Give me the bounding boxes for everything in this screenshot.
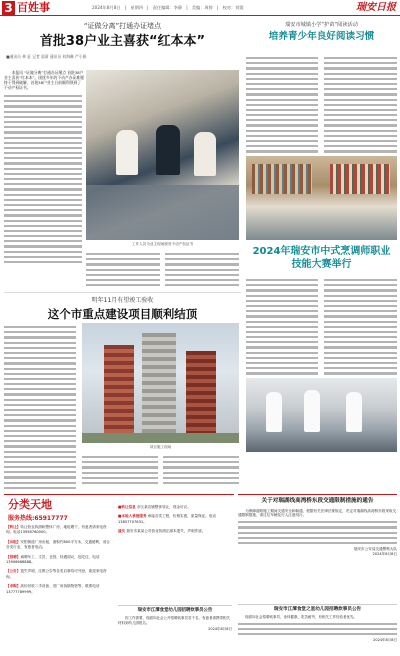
story2-kicker: 瑞安市城镇小学“护苗”阅读活动 [285, 22, 358, 28]
story-certificate [4, 20, 241, 286]
story2-body-col2 [324, 54, 397, 154]
story-headline: 首批38户业主喜获“红本本” [39, 34, 206, 50]
page-number-badge: 3 [2, 1, 15, 15]
notice2-title: 瑞安市江潭食堂幼儿园招聘炊事员公告 [137, 608, 213, 613]
proofreader-credit: 校对：刘霞 [222, 5, 244, 10]
story-kicker: “证做分离”打通办证堵点 [83, 22, 162, 30]
story2-headline: 培养青少年良好阅读习惯 [268, 31, 375, 43]
story2-photo-library [246, 156, 397, 240]
photo-figure [156, 125, 180, 175]
notice1-date: 2024年8月8日 [372, 552, 397, 557]
story-body-col2 [86, 250, 160, 284]
notice1-body: 为保障道路施工期间交通安全和畅通，根据有关法律法规规定，决定对瑞湖线高湾桥东段采取交通限制措施，请过往车辆及行人注意绕行。 [238, 508, 397, 518]
classified-item: 【公告】遗失声明、注销公告等各类启事均可刊登，欢迎来电咨询。 [6, 569, 107, 579]
story-photo-caption: 工作人员为业主现场颁发不动产权证书 [131, 242, 194, 246]
story3-body-col2 [324, 276, 397, 376]
notice3-more [238, 623, 397, 636]
designer-credit: 美编：周胖 [191, 5, 213, 10]
story3-photo-kitchen [246, 378, 397, 452]
classified-section [4, 494, 234, 652]
notice-kindergarten-1 [118, 605, 232, 632]
photo-bookshelf [252, 164, 312, 194]
photo-figure [116, 130, 138, 175]
paper-name-logo: 瑞安日报 [356, 2, 396, 13]
story-reading [246, 20, 397, 242]
photo-tower [186, 351, 216, 437]
notice3-date: 2024年8月8日 [373, 638, 397, 643]
hotline-label: 服务热线: [8, 515, 35, 522]
notice1-more [238, 521, 397, 544]
story3-body-col1 [246, 276, 318, 376]
issue-date: 2024年8月8日 [92, 5, 121, 10]
photo-tower [104, 345, 134, 437]
classified-item: 【出租】安阳街道厂房出租，面积约800平方米，交通便利，适合各类行业，有意者电洽。 [6, 539, 110, 550]
classified-item: 【转让】转让营业执照和整体厂房，地址塘下，有意者请来电咨询。电话13958760000。 [6, 525, 107, 535]
story3-headline: 2024年瑞安市中式烹调师职业技能大赛举行 [252, 246, 391, 270]
notice2-body: 因工作需要，现面向社会公开招聘炊事员若干名，有意者请携带相关材料到幼儿园报名。 [118, 615, 230, 625]
classified-item: ■转让信息 市区某店铺整体转让，现金可议。 [118, 505, 191, 509]
story-body-col3 [165, 250, 239, 284]
notice1-title: 关于对瑞湖线高湾桥东段交通限制措施的通告 [261, 498, 374, 504]
notice-kindergarten-2 [238, 604, 397, 654]
story-cooking [246, 246, 397, 454]
photo-counter [86, 185, 239, 240]
photo-ground [82, 433, 239, 443]
section-title: 百姓事 [17, 1, 50, 14]
story4-body-col3 [163, 453, 239, 485]
photo-bookshelf [330, 164, 390, 194]
classified-hotline [8, 515, 68, 523]
story4-kicker: 明年11月有望竣工验收 [91, 297, 154, 304]
photo-chef [266, 392, 282, 432]
story-lead: 本报讯 “证做分离”打通办证堵点 首批38户业主喜获“红本本”。困扰多年的不动产办证难题终于得到破解，首批38户业主日前顺利领到了不动产权证书。 [4, 70, 84, 91]
photo-tower [142, 333, 176, 437]
classified-title: 分类天地 [8, 498, 52, 511]
masthead [0, 0, 400, 16]
story4-photo-caption: 项目施工现场 [149, 445, 172, 449]
editor-credit: 责任编辑：李静 [152, 5, 183, 10]
photo-chef [304, 390, 320, 432]
photo-chef [346, 392, 362, 432]
classified-list [6, 525, 112, 599]
notice2-date: 2024年8月8日 [208, 627, 232, 632]
story-photo-office [86, 70, 239, 240]
story-body-col1 [4, 92, 82, 282]
hotline-number[interactable]: 65917777 [34, 515, 68, 522]
photo-figure [194, 132, 216, 176]
story4-body-col2 [82, 453, 158, 485]
story2-body-col1 [246, 54, 318, 154]
story4-body-col1 [4, 323, 76, 483]
classified-item: ■本地人承接服务 承接各类工程，价格实惠，质量保证。电话13857707631。 [118, 514, 216, 524]
story-byline: ■通讯员 林 征 记者 邵萧 通讯员 何海琳 严小娟 [6, 53, 87, 59]
masthead-meta: 2024年8月8日 | 星期四 | 责任编辑：李静 | 美编：周胖 | 校对：刘霞 [92, 5, 244, 10]
classified-item: 【求购】高价回收二手设备、旧厂房拆除物资等，联系电话13777789999。 [6, 584, 100, 594]
notice3-title: 瑞安市江潭食堂之星幼儿园招聘炊事员公告 [273, 607, 362, 612]
issue-weekday: 星期四 [130, 5, 143, 10]
classified-list-col2 [118, 505, 232, 539]
classified-item: 遗失 瑞安市某某公司营业执照正副本遗失，声明作废。 [118, 529, 206, 534]
classified-item: 【招聘】诚聘车工、文员、仓管，待遇面议，包吃住，电话13906666888。 [6, 554, 100, 564]
notice-traffic [238, 494, 397, 574]
story-construction [4, 292, 241, 488]
notice1-signer: 瑞安市公安局交通警察大队 [353, 547, 397, 552]
story4-headline: 这个市重点建设项目顺利结顶 [47, 307, 198, 322]
notice3-body: 现面向社会招聘炊事员，身体健康，吃苦耐劳，有相关工作经验者优先。 [245, 615, 357, 620]
story4-photo-buildings [82, 323, 239, 443]
